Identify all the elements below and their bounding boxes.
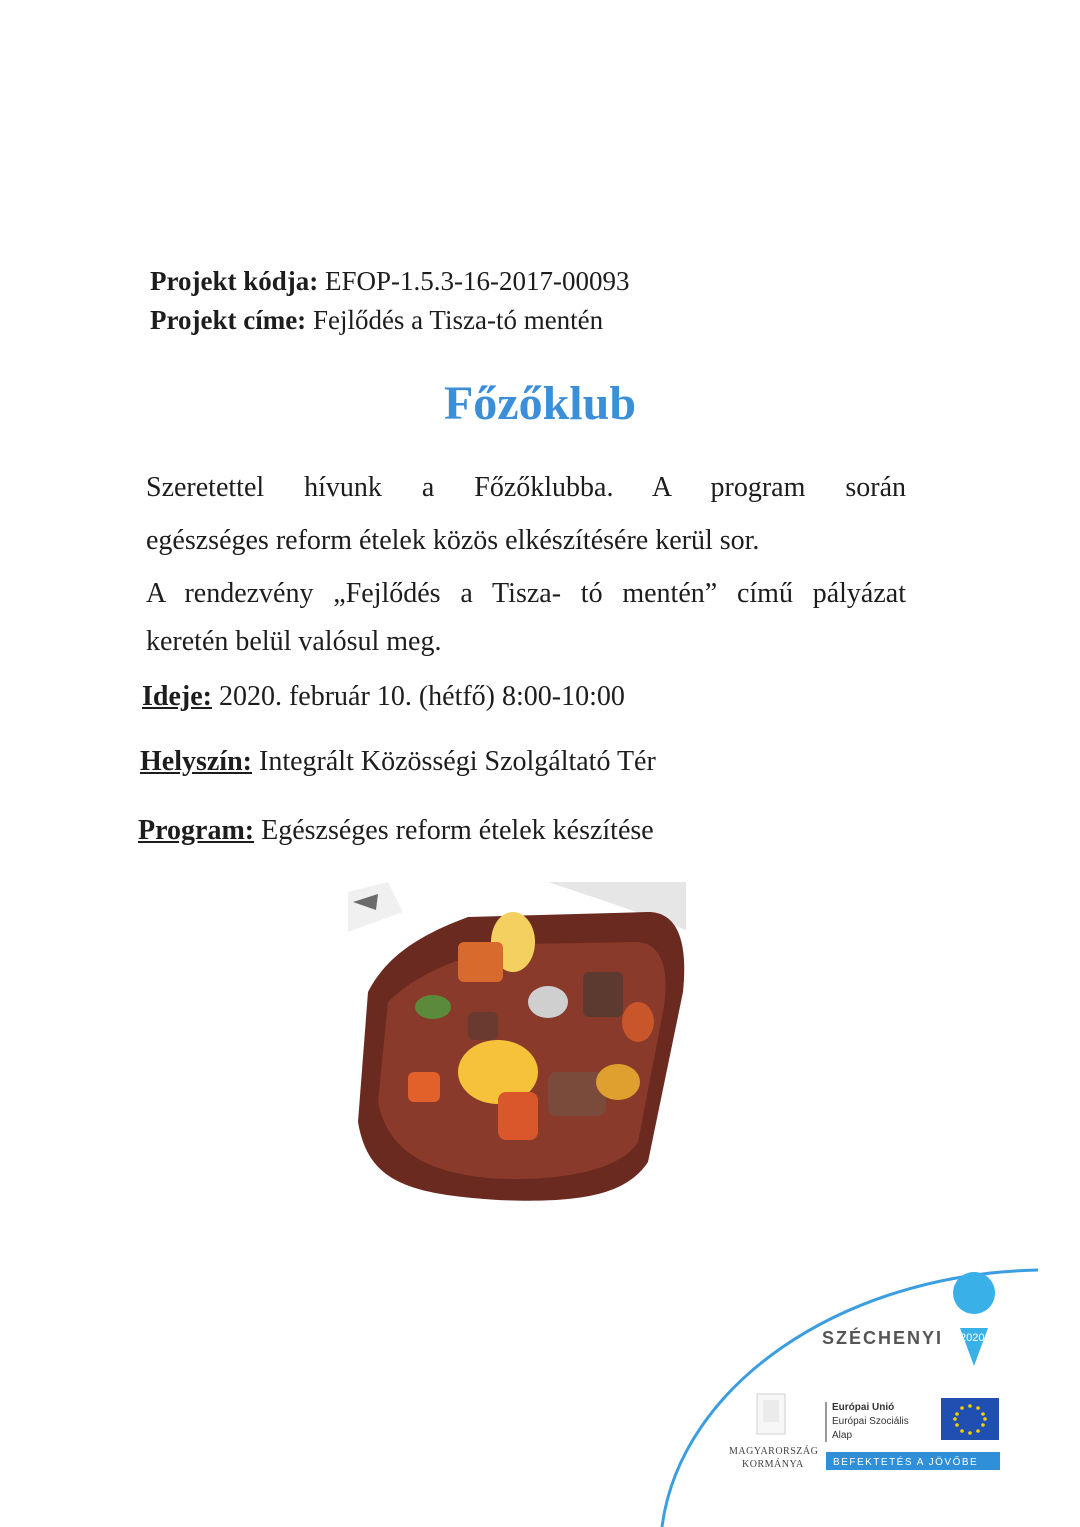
time-row (142, 681, 625, 713)
page-title: Főzőklub (443, 377, 637, 430)
szechenyi-text: SZÉCHENYI (822, 1328, 944, 1348)
project-code-value: EFOP-1.5.3-16-2017-00093 (325, 266, 630, 296)
time-label: Ideje: (142, 681, 212, 712)
place-row (140, 746, 656, 778)
investment-banner-text: BEFEKTETÉS A JÖVŐBE (833, 1457, 979, 1468)
body-line-3: A rendezvény „Fejlődés a Tisza- tó mentén” című pályázat (146, 578, 906, 609)
szechenyi-year: 2020 (960, 1332, 985, 1344)
eu-line-1: Európai Unió (832, 1402, 895, 1413)
project-code-label: Projekt kódja: (150, 266, 319, 296)
hungary-crest-icon (757, 1394, 785, 1434)
place-value: Integrált Közösségi Szolgáltató Tér (259, 746, 656, 777)
program-value: Egészséges reform ételek készítése (261, 815, 654, 846)
body-line-1: Szeretettel hívunk a Főzőklubba. A program során (146, 472, 906, 503)
gov-line-2: KORMÁNYA (742, 1459, 804, 1470)
footer-logos (640, 1266, 1080, 1527)
time-value: 2020. február 10. (hétfő) 8:00-10:00 (218, 681, 625, 712)
eu-line-2: Európai Szociális (832, 1416, 909, 1427)
project-title (150, 305, 603, 336)
project-title-label: Projekt címe: (150, 305, 307, 335)
program-row (138, 815, 654, 847)
food-photo (348, 882, 686, 1204)
gov-line-1: MAGYARORSZÁG (729, 1446, 819, 1457)
project-code (150, 266, 630, 297)
program-label: Program: (138, 815, 255, 846)
body-line-4: keretén belül valósul meg. (146, 626, 442, 657)
eu-line-3: Alap (832, 1430, 853, 1441)
project-title-value: Fejlődés a Tisza-tó mentén (312, 305, 604, 335)
place-label: Helyszín: (140, 746, 252, 777)
szechenyi-pin-icon (953, 1272, 995, 1366)
body-line-2: egészséges reform ételek közös elkészítésére kerül sor. (146, 525, 760, 556)
